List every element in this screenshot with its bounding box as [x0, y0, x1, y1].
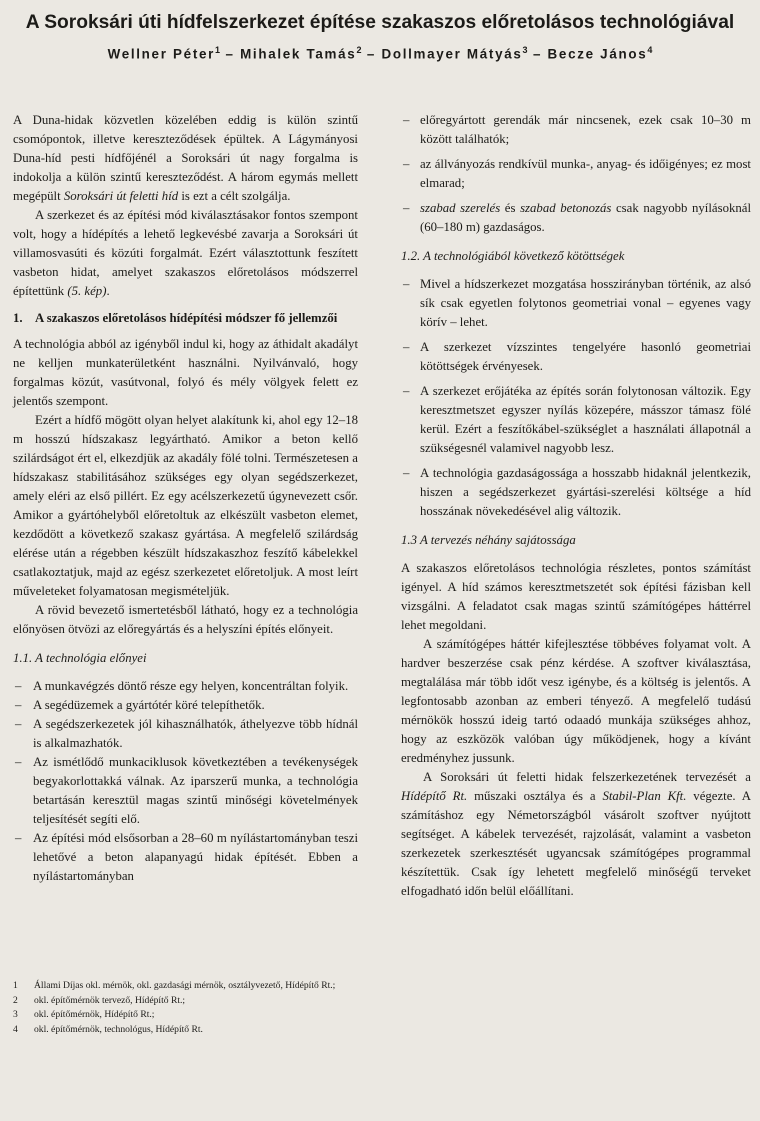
text-run: A szerkezet és az építési mód kiválasztásakor fontos szempont volt, hogy a hídépítés a lehető legkevésbé zavarja a Soroksári út villamosvasúti és közúti forgalmát. Ezért választottunk feszített vasbeton hidat, amelyet szakaszos előretolásos módszerrel építettünk [13, 208, 358, 298]
subsection-heading: 1.2. A technológiából következő kötöttségek [401, 249, 625, 263]
footnote-text: okl. építőmérnök tervező, Hídépítő Rt.; [34, 994, 186, 1006]
footnote [13, 979, 753, 994]
author-footnote-mark: 4 [647, 45, 653, 55]
figure-reference: (5. kép) [67, 284, 107, 298]
list-item: – Mivel a hídszerkezet mozgatása hosszirányban történik, az alsó sík csak egyetlen folytonos geometriai vonal – egyenes vagy körív – lehet. [401, 275, 751, 332]
footnote-text: okl. építőmérnök, technológus, Hídépítő Rt. [34, 1023, 203, 1035]
footnote-number: 4 [13, 1023, 18, 1035]
footnote-number: 3 [13, 1009, 18, 1020]
body-paragraph: A szakaszos előretolásos technológia részletes, pontos számítást igényel. A híd számos keresztmetszetét sok építési fázisban kell vizsgálni. A feladatot csak magas szintű számítógépes háttérrel lehet megoldani. [401, 561, 751, 632]
footnote-text: Állami Díjas okl. mérnök, okl. gazdasági mérnök, osztályvezető, Hídépítő Rt.; [34, 980, 336, 991]
footnote-text: okl. építőmérnök, Hídépítő Rt.; [34, 1009, 155, 1020]
intro-paragraph [13, 206, 358, 301]
list-item: – Az ismétlődő munkaciklusok következtében a tevékenységek begyakorlottakká válnak. Az iparszerű munka, a technológia betartásán keresztül magas szintű minőségi követelmények teljesítését segíti elő. [13, 753, 358, 829]
advantages-list-continued [401, 111, 751, 237]
list-item [401, 199, 751, 237]
text-run: A Duna-hidak közvetlen közelében eddig is külön szintű csomópontok, illetve kereszteződések épültek. A Lágymányosi Duna-híd pesti hídfőjénél a Soroksári út nagy forgalma is indokolja a külön szintű kereszteződést. A három egymás mellett megépült [13, 113, 358, 203]
author-footnote-mark: 2 [356, 45, 362, 55]
right-column [401, 111, 751, 901]
text-run: végezte. A számításhoz egy Németországból vásárolt szoftver nyújtott segítséget. A kábelek tervezését, rajzolását, valamint a vasbeton szerkezetek szerkesztését ugyancsak számítógépes programmal készítettük. Csak így lehetett megfelelő minőségű terveket elfogadható időn belül előállítani. [401, 789, 751, 898]
body-paragraph: A számítógépes háttér kifejlesztése többéves folyamat volt. A hardver beszerzése csak pénz kérdése. A szoftver kiválasztása, megtalálása már több időt vesz igénybe, és a költség is jelentős. A legfontosabb azonban az emberi tényező. A megfelelő tudású mérnökök hosszú ideig tartó odaadó munkája szükséges ahhoz, hogy az eszközök valóban úgy működjenek, hogy a kívánt eredményhez jussunk. [401, 637, 751, 765]
author-name: Dollmayer Mátyás [381, 46, 523, 62]
left-column [13, 111, 358, 886]
body-paragraph: A rövid bevezető ismertetésből látható, hogy ez a technológia előnyösen ötvözi az előregyártás és a helyszíni építés előnyeit. [13, 603, 358, 636]
advantages-list [13, 677, 358, 886]
article-title: A Soroksári úti hídfelszerkezet építése szakaszos előretolásos technológiával [25, 12, 735, 33]
constraints-list [401, 275, 751, 521]
section-number: 1. [13, 311, 23, 325]
text-run: . [106, 284, 110, 298]
author-separator: – [527, 46, 548, 62]
subsection-heading: 1.3 A tervezés néhány sajátossága [401, 533, 576, 547]
footnote [13, 994, 753, 1009]
text-run: is ezt a célt szolgálja. [178, 189, 291, 203]
list-item: – A segédüzemek a gyártótér köré telepíthetők. [13, 696, 358, 715]
author-name: Becze János [547, 46, 648, 62]
footnote-number: 1 [13, 980, 18, 991]
body-paragraph: Ezért a hídfő mögött olyan helyet alakítunk ki, ahol egy 12–18 m hosszú hídszakasz legyártható. Amikor a beton kellő szilárdságot ért el, elkezdjük az akadály fölé tolni. Természetesen a hídszakasz stabilitásához szükséges egy olyan segédszerkezet, amely eléri az első pillért. Ez egy acélszerkezetű úgynevezett csőr. Amikor a gyártóhelyből előretoltuk az elkészült vasbeton elemet, kezdődött a következő szakasz gyártása. A megfelelő szilárdság elérése után a régebben készült hídszakaszhoz feszítő kábelekkel csatlakoztatjuk, majd az egész szerkezetet előretoljuk. A most leírt műveleteket folyamatosan megismételjük. [13, 413, 358, 598]
subsection-heading: 1.1. A technológia előnyei [13, 651, 147, 665]
author-footnote-mark: 3 [522, 45, 528, 55]
body-paragraph: A technológia abból az igényből indul ki, hogy az áthidalt akadályt ne kelljen munkaterületként használni. Nyilvánvaló, hogy forgalmas közút, vasútvonal, folyó és mély völgyek felett ez jelentős szempont. [13, 337, 358, 408]
emphasis-text: szabad betonozás [520, 201, 612, 215]
list-item: – A segédszerkezetek jól kihasználhatók, áthelyezve több hídnál is alkalmazhatók. [13, 715, 358, 753]
list-item: – A szerkezet erőjátéka az építés során folytonosan változik. Egy keresztmetszet egyszer nyílás közepére, másszor támasz fölé kerül. Ezért a feszítőkábel-szükséglet a használati állapotnál a szükségesnél valamivel nagyobb lesz. [401, 382, 751, 458]
section-heading [13, 309, 358, 328]
footnotes [13, 979, 753, 1037]
author-name: Wellner Péter [107, 46, 216, 62]
company-name: Hídépítő Rt. [401, 789, 468, 803]
author-footnote-mark: 1 [215, 45, 221, 55]
list-item: – Az építési mód elsősorban a 28–60 m nyílástartományban teszi lehetővé a beton alapanyagú hidak építését. Ebben a nyílástartományban [13, 829, 358, 886]
author-line [0, 45, 760, 61]
list-item: – A technológia gazdaságossága a hosszabb hidaknál jelentkezik, hiszen a segédszerkezet gyártási-szerelési költsége a híd hosszának növekedésével alig változik. [401, 464, 751, 521]
author-separator: – [220, 46, 241, 62]
author-separator: – [361, 46, 382, 62]
emphasis-text: Soroksári út feletti híd [63, 189, 179, 203]
list-item: – az állványozás rendkívül munka-, anyag- és időigényes; ez most elmarad; [401, 155, 751, 193]
body-paragraph [401, 768, 751, 901]
emphasis-text: szabad szerelés [420, 201, 501, 215]
text-run: A Soroksári út feletti hidak felszerkezetének tervezését a [423, 770, 751, 784]
section-title: A szakaszos előretolásos hídépítési módszer fő jellemzői [35, 311, 338, 325]
text-run: csak nagyobb nyílásoknál (60–180 m) gazdaságos. [420, 201, 752, 234]
company-name: Stabil-Plan Kft. [602, 789, 687, 803]
intro-paragraph [13, 111, 358, 206]
footnote [13, 1008, 753, 1023]
text-run: műszaki osztálya és a [467, 789, 603, 803]
text-run: és [500, 201, 521, 215]
author-name: Mihalek Tamás [240, 46, 357, 62]
list-item: – előregyártott gerendák már nincsenek, ezek csak 10–30 m között találhatók; [401, 111, 751, 149]
list-item: – A munkavégzés döntő része egy helyen, koncentráltan folyik. [13, 677, 358, 696]
footnote-number: 2 [13, 994, 18, 1006]
list-item: – A szerkezet vízszintes tengelyére hasonló geometriai kötöttségek érvényesek. [401, 338, 751, 376]
footnote [13, 1023, 753, 1038]
